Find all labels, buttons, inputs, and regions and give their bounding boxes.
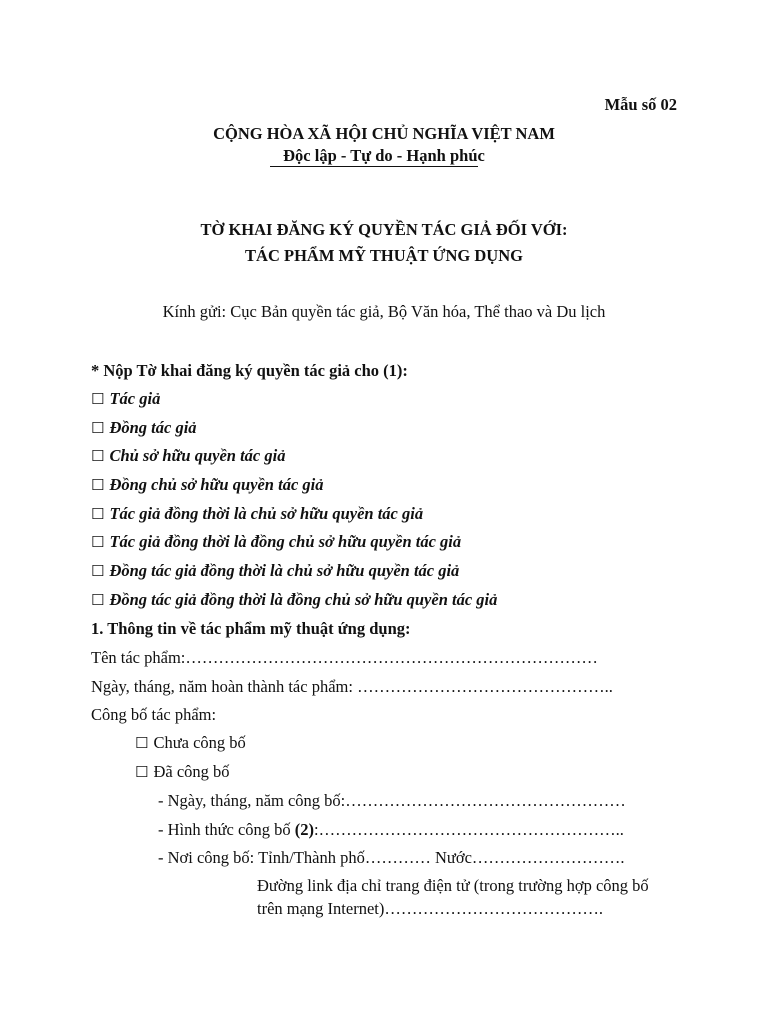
option-author-and-co-owner[interactable] [91, 532, 461, 552]
checkbox-icon[interactable]: ☐ [91, 447, 105, 465]
publication-link-label: Đường link địa chỉ trang điện tử (trong trường hợp công bố [257, 876, 649, 895]
option-co-author-and-owner[interactable] [91, 561, 459, 581]
option-co-copyright-owner[interactable] [91, 475, 323, 495]
publication-form-dots: :……………………………………………….. [314, 820, 624, 839]
option-label: Tác giả đồng thời là chủ sở hữu quyền tác giả [109, 504, 424, 523]
option-label: Đồng tác giả đồng thời là đồng chủ sở hữu quyền tác giả [109, 590, 498, 609]
checkbox-icon[interactable]: ☐ [91, 591, 105, 609]
checkbox-icon[interactable]: ☐ [91, 533, 105, 551]
option-label: Chưa công bố [153, 733, 246, 752]
option-label: Tác giả đồng thời là đồng chủ sở hữu quyền tác giả [109, 532, 462, 551]
publication-form-field[interactable] [158, 820, 624, 840]
motto-underline [270, 166, 478, 167]
publication-date-field[interactable]: - Ngày, tháng, năm công bố:…………………………………………… [158, 791, 626, 810]
option-author[interactable] [91, 389, 160, 409]
checkbox-icon[interactable]: ☐ [135, 734, 149, 752]
option-unpublished[interactable] [135, 733, 246, 753]
form-subtitle: TÁC PHẨM MỸ THUẬT ỨNG DỤNG [245, 246, 523, 265]
checkbox-icon[interactable]: ☐ [91, 419, 105, 437]
addressee: Kính gửi: Cục Bản quyền tác giả, Bộ Văn hóa, Thể thao và Du lịch [162, 302, 606, 321]
completion-date-field[interactable]: Ngày, tháng, năm hoàn thành tác phẩm: ……………………………………….. [91, 677, 613, 696]
checkbox-icon[interactable]: ☐ [91, 562, 105, 580]
form-title: TỜ KHAI ĐĂNG KÝ QUYỀN TÁC GIẢ ĐỐI VỚI: [200, 220, 568, 239]
country-name: CỘNG HÒA XÃ HỘI CHỦ NGHĨA VIỆT NAM [213, 124, 555, 143]
national-motto: Độc lập - Tự do - Hạnh phúc [283, 146, 485, 165]
section1-heading: 1. Thông tin về tác phẩm mỹ thuật ứng dụng: [91, 619, 411, 638]
checkbox-icon[interactable]: ☐ [91, 505, 105, 523]
option-label: Đã công bố [153, 762, 230, 781]
footnote-ref: (2) [294, 820, 315, 839]
option-label: Chủ sở hữu quyền tác giả [109, 446, 286, 465]
submit-for-heading: * Nộp Tờ khai đăng ký quyền tác giả cho (1): [91, 361, 408, 380]
checkbox-icon[interactable]: ☐ [91, 390, 105, 408]
publication-form-label: - Hình thức công bố [158, 820, 295, 839]
publication-label: Công bố tác phẩm: [91, 705, 217, 724]
option-co-author[interactable] [91, 418, 197, 438]
checkbox-icon[interactable]: ☐ [135, 763, 149, 781]
publication-place-field[interactable]: - Nơi công bố: Tỉnh/Thành phố………… Nước………………………. [158, 848, 625, 867]
option-label: Đồng tác giả đồng thời là chủ sở hữu quyền tác giả [109, 561, 460, 580]
form-number: Mẫu số 02 [604, 95, 677, 114]
checkbox-icon[interactable]: ☐ [91, 476, 105, 494]
option-published[interactable] [135, 762, 230, 782]
option-author-and-owner[interactable] [91, 504, 423, 524]
option-copyright-owner[interactable] [91, 446, 285, 466]
work-name-field[interactable]: Tên tác phẩm:………………………………………………………………… [91, 648, 598, 667]
option-label: Tác giả [109, 389, 161, 408]
publication-link-field[interactable]: trên mạng Internet)…………………………………. [257, 899, 603, 918]
option-co-author-and-co-owner[interactable] [91, 590, 497, 610]
option-label: Đồng chủ sở hữu quyền tác giả [109, 475, 324, 494]
option-label: Đồng tác giả [109, 418, 197, 437]
